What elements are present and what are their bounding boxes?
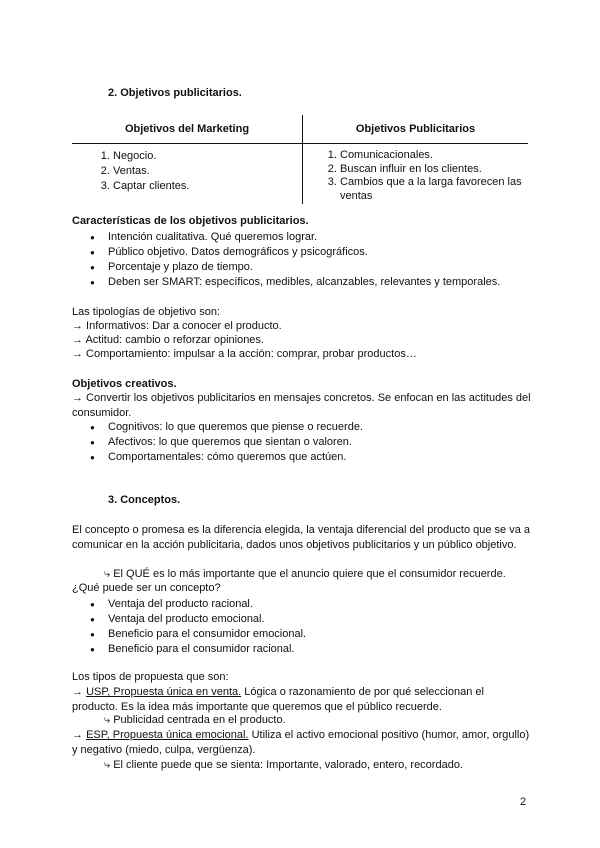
- esp-label: ESP, Propuesta única emocional.: [86, 729, 249, 741]
- concept-note: ⤷ El QUÉ es lo más importante que el anuncio quiere que el consumidor recuerde.: [104, 568, 506, 580]
- bullet-item: ● Ventaja del producto racional.: [90, 597, 253, 612]
- bullet-item: ● Ventaja del producto emocional.: [90, 612, 265, 627]
- typologies-intro: Las tipologías de objetivo son:: [72, 306, 220, 318]
- list-item: 2. Buscan influir en los clientes.: [340, 163, 527, 177]
- typology-item: → Actitud: cambio o reforzar opiniones.: [72, 334, 264, 346]
- page-number: 2: [520, 796, 527, 808]
- esp-paragraph: → ESP, Propuesta única emocional. Utiliza el activo emocional positivo (humor, amor, orgullo) y negativo (miedo, culpa, vergüenza).: [72, 729, 530, 756]
- usp-note: ⤷ Publicidad centrada en el producto.: [104, 714, 286, 726]
- concept-question: ¿Qué puede ser un concepto?: [72, 582, 221, 594]
- table-header-advertising: Objetivos Publicitarios: [303, 115, 529, 144]
- typology-item: → Informativos: Dar a conocer el producto.: [72, 320, 282, 332]
- esp-note: ⤷ El cliente puede que se sienta: Importante, valorado, entero, recordado.: [104, 759, 463, 771]
- characteristics-heading: Características de los objetivos publicitarios.: [72, 215, 309, 227]
- concept-paragraph: El concepto o promesa es la diferencia elegida, la ventaja diferencial del producto que se va a comunicar en la acción publicitaria, dados unos objetivos publicitarios y un público objetivo.: [72, 524, 531, 551]
- marketing-objectives-cell: [72, 144, 303, 205]
- usp-paragraph: → USP, Propuesta única en venta. Lógica o razonamiento de por qué seleccionan el producto. Es la idea más importante que queremos que el público recuerde.: [72, 686, 484, 713]
- list-item: 3. Cambios que a la larga favorecen las ventas: [340, 176, 527, 203]
- list-item: 1. Negocio.: [113, 149, 301, 164]
- bullet-item: ● Deben ser SMART: específicos, medibles, alcanzables, relevantes y temporales.: [90, 275, 500, 290]
- advertising-objectives-cell: [303, 144, 529, 205]
- objectives-table: [72, 115, 528, 204]
- table-header-marketing: Objetivos del Marketing: [72, 115, 303, 144]
- bullet-item: ● Comportamentales: cómo queremos que actúen.: [90, 450, 346, 465]
- section-3-title: 3. Conceptos.: [108, 494, 181, 506]
- typology-item: → Comportamiento: impulsar a la acción: comprar, probar productos…: [72, 348, 417, 360]
- usp-label: USP, Propuesta única en venta.: [86, 686, 242, 698]
- list-item: 3. Captar clientes.: [113, 179, 301, 194]
- creative-text: → Convertir los objetivos publicitarios en mensajes concretos. Se enfocan en las actitudes del consumidor.: [72, 392, 531, 419]
- proposal-intro: Los tipos de propuesta que son:: [72, 671, 229, 683]
- list-item: 2. Ventas.: [113, 164, 301, 179]
- bullet-item: ● Público objetivo. Datos demográficos y psicográficos.: [90, 245, 368, 260]
- bullet-item: ● Beneficio para el consumidor racional.: [90, 642, 295, 657]
- bullet-item: ● Beneficio para el consumidor emocional.: [90, 627, 306, 642]
- bullet-item: ● Afectivos: lo que queremos que sientan o valoren.: [90, 435, 352, 450]
- list-item: 1. Comunicacionales.: [340, 149, 527, 163]
- bullet-item: ● Cognitivos: lo que queremos que piense o recuerde.: [90, 420, 363, 435]
- bullet-item: ● Porcentaje y plazo de tiempo.: [90, 260, 253, 275]
- creative-heading: Objetivos creativos.: [72, 378, 177, 390]
- section-2-title: 2. Objetivos publicitarios.: [108, 87, 242, 99]
- bullet-item: ● Intención cualitativa. Qué queremos lograr.: [90, 230, 317, 245]
